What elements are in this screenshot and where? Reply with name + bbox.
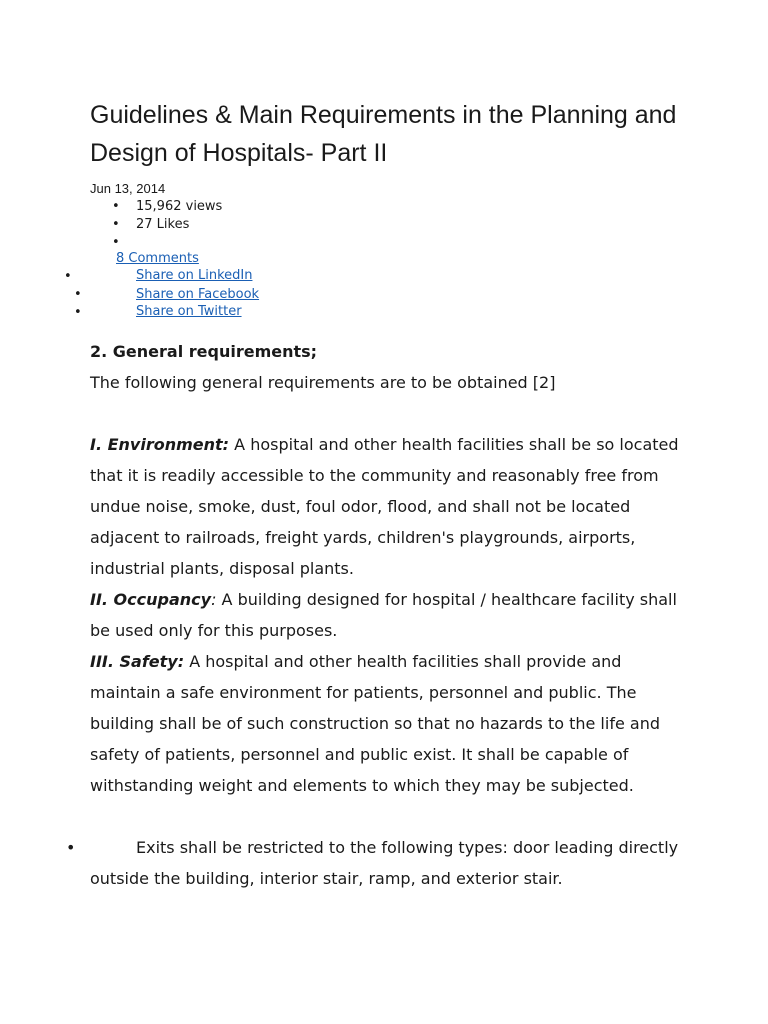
environment-term: I. Environment: <box>90 435 230 454</box>
safety-term: III. Safety: <box>90 652 185 671</box>
article-date: Jun 13, 2014 <box>90 181 166 196</box>
exits-paragraph: Exits shall be restricted to the following types: door leading directly outside the building, interior stair, ramp, and exterior stair. <box>90 838 679 888</box>
view-count: 15,962 views <box>136 199 223 214</box>
environment-text: A hospital and other health facilities shall be so located that it is readily accessible to the community and reasonably free from undue noise, smoke, dust, foul odor, flood, and shall not be located adjacent to railroads, freight yards, children's playgrounds, airports, industrial plants, disposal plants. <box>90 435 679 578</box>
bullet-dot: • <box>112 199 120 214</box>
occupancy-paragraph <box>90 584 690 646</box>
bullet-dot: • <box>74 305 82 320</box>
safety-paragraph <box>90 646 690 801</box>
share-linkedin-link[interactable]: Share on LinkedIn <box>136 268 253 283</box>
intro-paragraph: The following general requirements are to be obtained [2] <box>90 373 556 392</box>
environment-paragraph <box>90 429 690 584</box>
comments-link[interactable]: 8 Comments <box>116 251 199 266</box>
bullet-dot: • <box>74 287 82 302</box>
section-heading: 2. General requirements; <box>90 342 318 361</box>
bullet-dot: • <box>112 235 120 250</box>
share-facebook-link[interactable]: Share on Facebook <box>136 287 260 302</box>
bullet-dot: • <box>112 217 120 232</box>
article-title: Guidelines & Main Requirements in the Planning and Design of Hospitals- Part II <box>90 101 677 167</box>
bullet-dot: • <box>66 838 76 857</box>
occupancy-colon: : <box>211 590 217 609</box>
bullet-dot: • <box>64 269 72 284</box>
share-twitter-link[interactable]: Share on Twitter <box>136 304 242 319</box>
like-count: 27 Likes <box>136 217 190 232</box>
occupancy-term: II. Occupancy <box>90 590 212 609</box>
occupancy-text: A building designed for hospital / healthcare facility shall be used only for this purposes. <box>90 590 677 640</box>
safety-text: A hospital and other health facilities shall provide and maintain a safe environment for patients, personnel and public. The building shall be of such construction so that no hazards to the life and safety of patients, personnel and public exist. It shall be capable of withstanding weight and elements to which they may be subjected. <box>90 652 660 795</box>
